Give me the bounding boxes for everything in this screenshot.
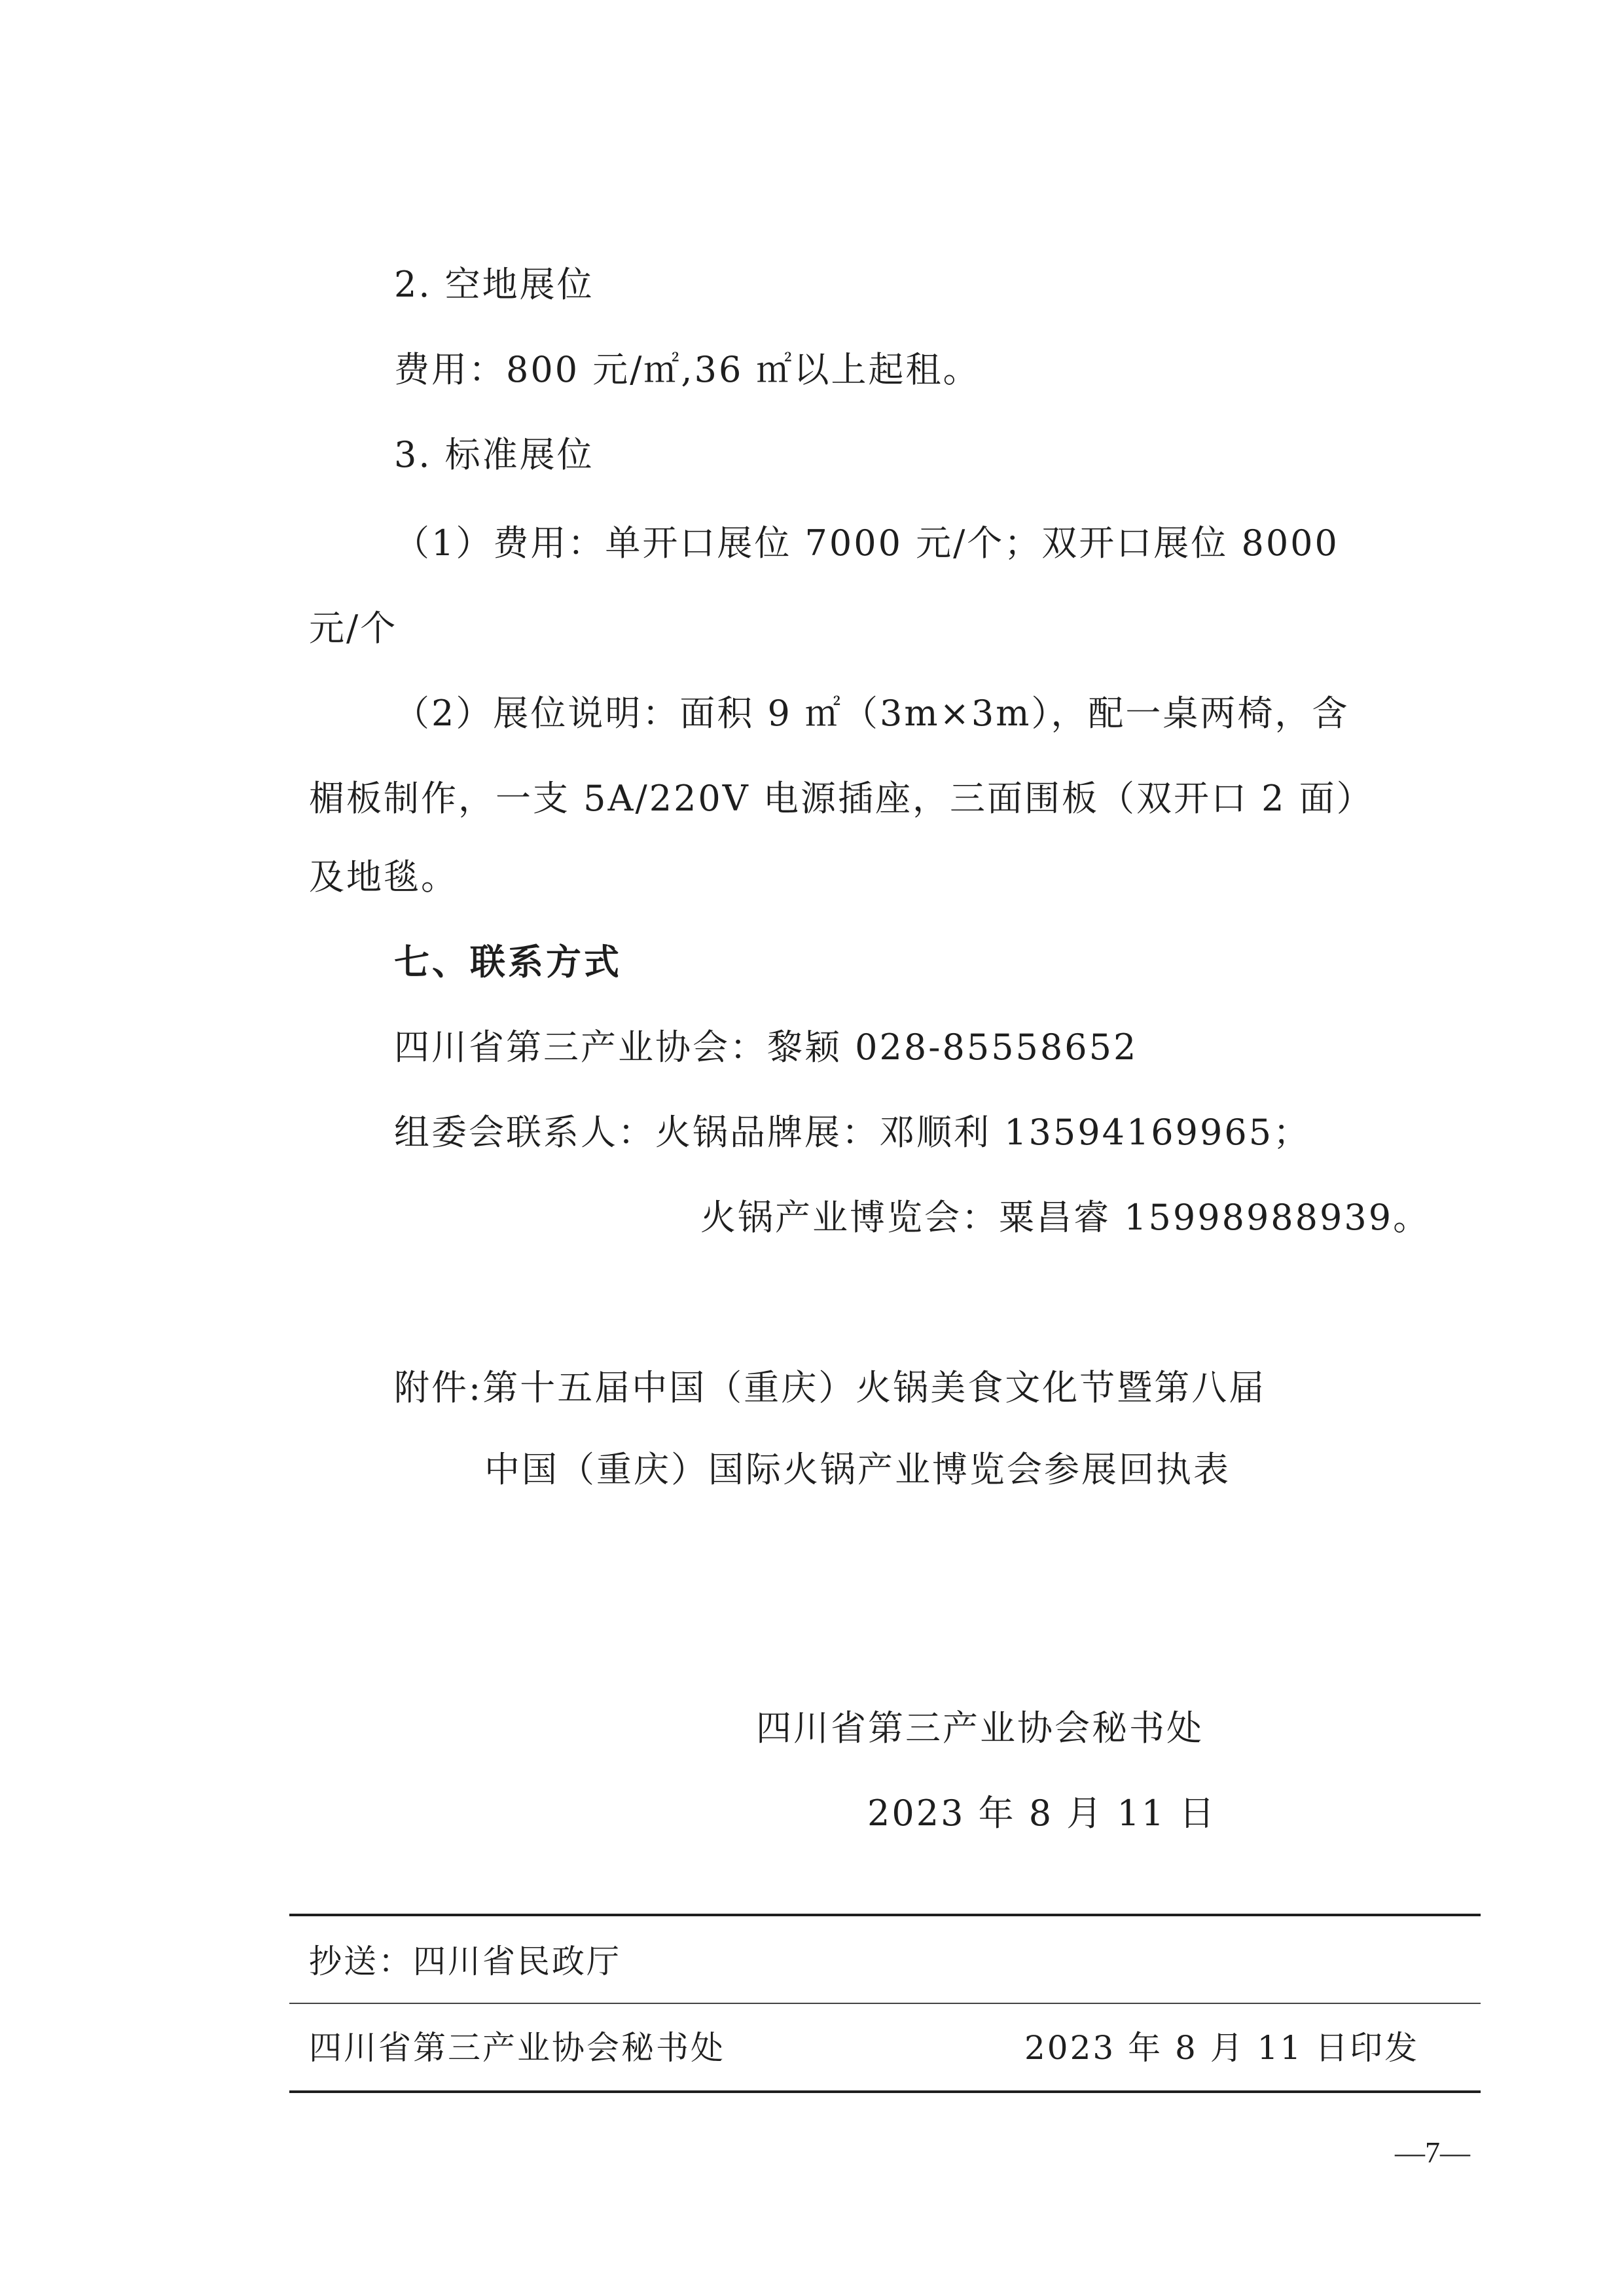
section-open-space-title: 2. 空地展位 [394,264,594,305]
attachment-line-2: 中国（重庆）国际火锅产业博览会参展回执表 [484,1449,1231,1490]
signature-date: 2023 年 8 月 11 日 [867,1793,1217,1834]
contact-committee: 组委会联系人：火锅品牌展：邓顺利 13594169965； [394,1112,1311,1153]
contact-heading: 七、联系方式 [394,941,622,983]
contact-association: 四川省第三产业协会：黎颖 028-85558652 [394,1027,1138,1068]
footer-middle-rule [289,2003,1481,2004]
contact-expo: 火锅产业博览会：粟昌睿 15998988939。 [700,1197,1431,1238]
booth-description: （2）展位说明：面积 9 ㎡（3m×3m），配一桌两椅，含 [394,693,1350,734]
section-standard-booth-title: 3. 标准展位 [394,434,594,475]
signature-organization: 四川省第三产业协会秘书处 [756,1707,1204,1749]
footer-bottom-rule [289,2090,1481,2093]
booth-description-continued: 楣板制作，一支 5A/220V 电源插座，三面围板（双开口 2 面） [309,778,1374,819]
footer-top-rule [289,1914,1481,1916]
open-space-fee: 费用：800 元/㎡,36 ㎡以上起租。 [394,349,981,390]
standard-booth-fee: （1）费用：单开口展位 7000 元/个；双开口展位 8000 [394,522,1339,564]
standard-booth-fee-continued: 元/个 [309,608,398,649]
page-number: —7— [1395,2136,1470,2169]
attachment-line-1: 附件:第十五届中国（重庆）火锅美食文化节暨第八届 [394,1367,1267,1408]
footer-cc: 抄送：四川省民政厅 [309,1942,621,1980]
footer-issuer: 四川省第三产业协会秘书处 [309,2029,725,2067]
footer-issue-date: 2023 年 8 月 11 日印发 [1024,2029,1420,2067]
booth-description-end: 及地毯。 [309,856,458,898]
